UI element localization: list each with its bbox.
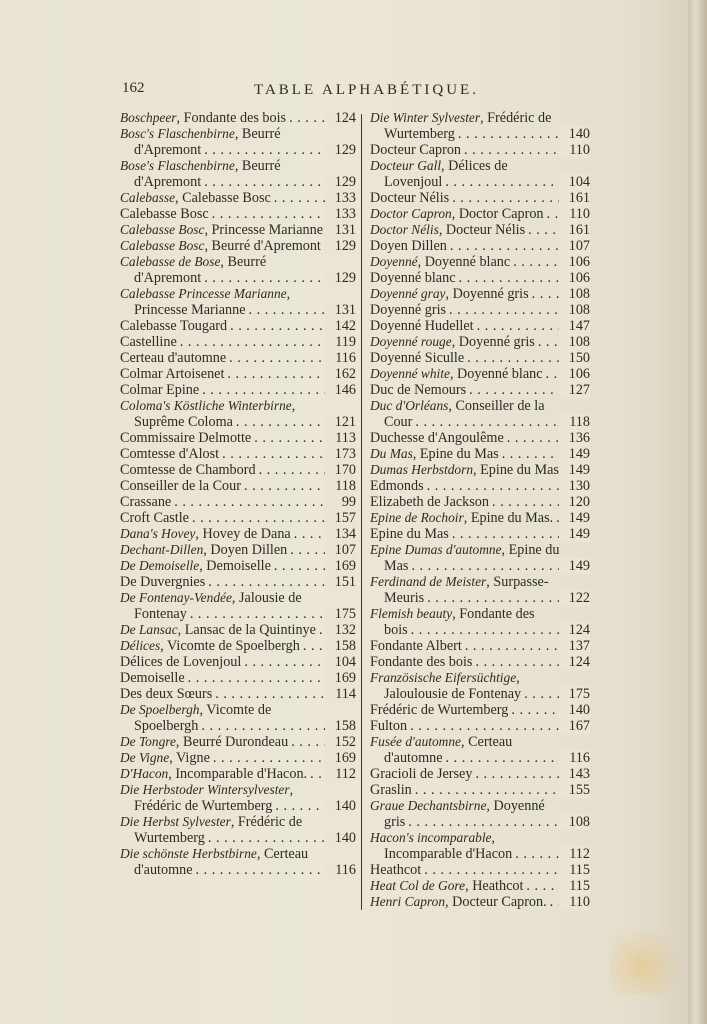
running-head: TABLE ALPHABÉTIQUE. [254, 82, 479, 98]
entry-synonym: Flemish beauty [370, 606, 453, 621]
entry-page-number: 134 [325, 526, 356, 542]
entry-page-number: 131 [325, 302, 356, 318]
entry-name: , Vicomte de Spoelbergh [134, 702, 272, 734]
entry-synonym: Docteur Gall [370, 158, 442, 173]
index-entry [370, 238, 590, 254]
entry-page-number: 108 [559, 286, 590, 302]
index-entry [120, 318, 356, 334]
entry-name: Calebasse Tougard [120, 318, 228, 334]
entry-synonym: Doyenné white [370, 366, 450, 381]
entry-name: , Certeau d'automne [384, 734, 513, 766]
entry-synonym: Dumas Herbstdorn [370, 462, 474, 477]
index-entry [120, 686, 356, 702]
entry-name: Colmar Artoisenet [120, 366, 225, 382]
entry-page-number: 173 [325, 446, 356, 462]
entry-name: , Doctor Capron [451, 206, 544, 222]
entry-synonym: De Tongre [120, 734, 176, 749]
entry-page-number: 108 [559, 334, 590, 350]
index-entry [370, 830, 590, 862]
entry-synonym: Calebasse Princesse Marianne [120, 286, 287, 301]
entry-page-number: 122 [559, 590, 590, 606]
entry-page-number: 137 [559, 638, 590, 654]
entry-name: Des deux Sœurs [120, 686, 213, 702]
entry-page-number: 112 [325, 766, 356, 782]
entry-page-number: 131 [325, 222, 356, 238]
entry-name: Colmar Epine [120, 382, 200, 398]
index-entry [120, 286, 356, 318]
entry-page-number: 175 [559, 686, 590, 702]
entry-page-number: 114 [325, 686, 356, 702]
entry-name: , Epine du Mas [412, 446, 499, 462]
entry-name: , Beurré d'Apremont [134, 126, 281, 158]
entry-page-number: 99 [325, 494, 356, 510]
entry-name: , Vigne [169, 750, 210, 766]
index-entry [120, 846, 356, 878]
entry-synonym: Boschpeer [120, 110, 177, 125]
index-entry [370, 318, 590, 334]
index-entry [370, 430, 590, 446]
index-entry [370, 446, 590, 462]
entry-name: Demoiselle [120, 670, 185, 686]
index-entry [370, 606, 590, 638]
entry-name: , Jaloulousie de Fontenay [384, 670, 522, 702]
entry-name: , Doyenné gris [445, 286, 529, 302]
index-entry [120, 638, 356, 654]
index-entry [120, 366, 356, 382]
entry-name: , Beurré Durondeau [175, 734, 289, 750]
entry-name: , Demoiselle [199, 558, 271, 574]
entry-name: Comtesse d'Alost [120, 446, 220, 462]
entry-page-number: 108 [559, 814, 590, 830]
index-entry [120, 206, 356, 222]
entry-page-number: 140 [325, 830, 356, 846]
entry-name: , Frédéric de Wurtemberg [134, 782, 294, 814]
entry-page-number: 118 [325, 478, 356, 494]
entry-page-number: 169 [325, 670, 356, 686]
entry-page-number: 157 [325, 510, 356, 526]
entry-page-number: 129 [325, 142, 356, 158]
entry-name: Commissaire Delmotte [120, 430, 252, 446]
entry-page-number: 129 [325, 238, 356, 254]
index-entry [370, 862, 590, 878]
entry-name: Duchesse d'Angoulême [370, 430, 504, 446]
entry-name: , Hovey de Dana [195, 526, 291, 542]
index-entry [120, 430, 356, 446]
entry-name: , Princesse Marianne [204, 222, 324, 238]
entry-page-number: 149 [559, 446, 590, 462]
index-entry [120, 766, 356, 782]
index-entry [370, 494, 590, 510]
index-entry [370, 510, 590, 526]
entry-name: , Epine du Mas [473, 462, 559, 478]
index-entry [120, 222, 356, 238]
entry-name: , Beurré d'Apremont [204, 238, 321, 254]
index-entry [120, 494, 356, 510]
entry-name: Duc de Nemours [370, 382, 467, 398]
index-entry [370, 526, 590, 542]
entry-name: , Frédéric de Wurtemberg [134, 814, 303, 846]
index-entry [120, 126, 356, 158]
index-entry [120, 238, 356, 254]
entry-name: Délices de Lovenjoul [120, 654, 242, 670]
entry-name: , Certeau d'automne [134, 846, 309, 878]
entry-page-number: 107 [325, 542, 356, 558]
entry-synonym: Bose's Flaschenbirne [120, 158, 235, 173]
entry-name: Fondante des bois [370, 654, 473, 670]
entry-name: Epine du Mas [370, 526, 449, 542]
entry-name: Heathcot [370, 862, 422, 878]
entry-synonym: Du Mas [370, 446, 413, 461]
entry-page-number: 147 [559, 318, 590, 334]
entry-synonym: Calebasse Bosc [120, 238, 205, 253]
entry-page-number: 124 [559, 654, 590, 670]
index-entry [370, 334, 590, 350]
entry-name: , Doyen Dillen [203, 542, 288, 558]
entry-page-number: 121 [325, 414, 356, 430]
index-entry [370, 702, 590, 718]
entry-page-number: 129 [325, 174, 356, 190]
entry-name: Conseiller de la Cour [120, 478, 241, 494]
entry-page-number: 143 [559, 766, 590, 782]
index-entry [370, 286, 590, 302]
entry-page-number: 107 [559, 238, 590, 254]
index-entry [370, 766, 590, 782]
index-entry [120, 526, 356, 542]
index-entry [120, 574, 356, 590]
entry-page-number: 150 [559, 350, 590, 366]
entry-name: Docteur Nélis [370, 190, 450, 206]
entry-page-number: 175 [325, 606, 356, 622]
entry-synonym: Doctor Capron [370, 206, 452, 221]
entry-page-number: 142 [325, 318, 356, 334]
index-entry [120, 590, 356, 622]
entry-page-number: 132 [325, 622, 356, 638]
entry-name: Doyenné Hudellet [370, 318, 474, 334]
entry-page-number: 124 [559, 622, 590, 638]
entry-synonym: Délices [120, 638, 161, 653]
paper-stain [610, 925, 690, 995]
entry-page-number: 110 [559, 142, 590, 158]
entry-page-number: 130 [559, 478, 590, 494]
index-entry [370, 670, 590, 702]
entry-name: , Fondante des bois [176, 110, 287, 126]
entry-name: Graslin [370, 782, 412, 798]
index-entry [370, 350, 590, 366]
entry-page-number: 133 [325, 190, 356, 206]
index-entry [120, 478, 356, 494]
entry-name: Doyenné gris [370, 302, 447, 318]
entry-page-number: 110 [559, 206, 590, 222]
index-entry [120, 510, 356, 526]
entry-page-number: 149 [559, 526, 590, 542]
entry-synonym: Doyenné rouge [370, 334, 452, 349]
entry-name: , Frédéric de Wurtemberg [384, 110, 552, 142]
entry-page-number: 108 [559, 302, 590, 318]
entry-name: Certeau d'automne [120, 350, 227, 366]
entry-name: Castelline [120, 334, 177, 350]
entry-name: , Doyenné blanc [417, 254, 511, 270]
entry-name: Gracioli de Jersey [370, 766, 473, 782]
entry-page-number: 113 [325, 430, 356, 446]
entry-name: , Incomparable d'Hacon. [168, 766, 308, 782]
entry-page-number: 136 [559, 430, 590, 446]
entry-synonym: Die Herbstoder Wintersylvester [120, 782, 290, 797]
entry-page-number: 104 [325, 654, 356, 670]
entry-name: , Délices de Lovenjoul [384, 158, 508, 190]
index-entry [370, 878, 590, 894]
entry-page-number: 140 [559, 126, 590, 142]
entry-name: , Surpasse-Meuris [384, 574, 549, 606]
entry-page-number: 158 [325, 718, 356, 734]
entry-page-number: 112 [559, 846, 590, 862]
entry-name: Edmonds [370, 478, 424, 494]
entry-page-number: 151 [325, 574, 356, 590]
entry-name: De Duvergnies [120, 574, 206, 590]
entry-page-number: 146 [325, 382, 356, 398]
entry-synonym: Die Herbst Sylvester [120, 814, 231, 829]
index-entry [120, 110, 356, 126]
entry-synonym: Duc d'Orléans [370, 398, 449, 413]
index-entry [120, 734, 356, 750]
index-entry [370, 110, 590, 142]
index-entry [120, 814, 356, 846]
entry-page-number: 106 [559, 270, 590, 286]
entry-synonym: De Lansac [120, 622, 178, 637]
entry-name: , Docteur Capron. [445, 894, 547, 910]
entry-synonym: Epine de Rochoir [370, 510, 464, 525]
entry-page-number: 161 [559, 190, 590, 206]
entry-synonym: Bosc's Flaschenbirne [120, 126, 235, 141]
entry-name: Calebasse Bosc [120, 206, 209, 222]
index-entry [120, 542, 356, 558]
entry-page-number: 167 [559, 718, 590, 734]
entry-synonym: Dana's Hovey [120, 526, 196, 541]
entry-synonym: Coloma's Köstliche Winterbirne [120, 398, 292, 413]
index-entry [370, 718, 590, 734]
entry-name: Frédéric de Wurtemberg [370, 702, 509, 718]
index-entry [370, 158, 590, 190]
entry-page-number: 106 [559, 366, 590, 382]
entry-synonym: Ferdinand de Meister [370, 574, 487, 589]
index-entry [370, 206, 590, 222]
entry-name: , Princesse Marianne [134, 286, 291, 318]
entry-page-number: 119 [325, 334, 356, 350]
index-entry [370, 734, 590, 766]
index-entry [120, 190, 356, 206]
entry-name: , Lansac de la Quintinye [177, 622, 316, 638]
entry-page-number: 115 [559, 878, 590, 894]
entry-page-number: 116 [325, 862, 356, 878]
entry-name: , Epine du Mas [384, 542, 560, 574]
index-entry [120, 158, 356, 190]
index-entry [120, 750, 356, 766]
entry-page-number: 118 [559, 414, 590, 430]
entry-name: , Heathcot [465, 878, 524, 894]
entry-name: , Doyenné gris [384, 798, 545, 830]
entry-page-number: 169 [325, 558, 356, 574]
index-entry [120, 702, 356, 734]
index-entry [370, 254, 590, 270]
entry-page-number: 116 [559, 750, 590, 766]
entry-page-number: 162 [325, 366, 356, 382]
index-entry [120, 398, 356, 430]
entry-name: , Beurré d'Apremont [134, 254, 267, 286]
entry-name: , Epine du Mas. [463, 510, 554, 526]
entry-synonym: Hacon's incomparable [370, 830, 492, 845]
index-entry [370, 190, 590, 206]
entry-page-number: 149 [559, 558, 590, 574]
entry-synonym: Doyenné [370, 254, 418, 269]
page-edge [688, 0, 707, 1024]
index-entry [120, 334, 356, 350]
entry-name: , Vicomte de Spoelbergh [160, 638, 300, 654]
entry-name: Doyen Dillen [370, 238, 447, 254]
index-entry [370, 366, 590, 382]
entry-synonym: Graue Dechantsbirne [370, 798, 487, 813]
page-header [122, 80, 592, 102]
entry-synonym: Calebasse [120, 190, 176, 205]
entry-name: Doyenné blanc [370, 270, 456, 286]
entry-page-number: 149 [559, 510, 590, 526]
entry-name: Doyenné Siculle [370, 350, 465, 366]
entry-synonym: Doctor Nélis [370, 222, 439, 237]
entry-name: , Calebasse Bosc [175, 190, 271, 206]
entry-synonym: Die Winter Sylvester [370, 110, 481, 125]
entry-page-number: 106 [559, 254, 590, 270]
index-entry [120, 462, 356, 478]
entry-page-number: 155 [559, 782, 590, 798]
entry-name: , Fondante des bois [384, 606, 535, 638]
entry-page-number: 140 [325, 798, 356, 814]
entry-page-number: 152 [325, 734, 356, 750]
index-entry [120, 446, 356, 462]
entry-name: , Doyenné blanc [449, 366, 543, 382]
column-divider [361, 114, 362, 910]
entry-page-number: 129 [325, 270, 356, 286]
entry-page-number: 104 [559, 174, 590, 190]
entry-name: Fulton [370, 718, 408, 734]
index-entry [370, 638, 590, 654]
entry-synonym: Dechant-Dillen [120, 542, 204, 557]
index-entry [120, 382, 356, 398]
entry-name: , Incomparable d'Hacon [384, 830, 513, 862]
entry-page-number: 169 [325, 750, 356, 766]
entry-name: Crassane [120, 494, 172, 510]
entry-synonym: Die schönste Herbstbirne [120, 846, 257, 861]
index-entry [120, 254, 356, 286]
index-entry [370, 574, 590, 606]
entry-name: , Doyenné gris [451, 334, 535, 350]
entry-name: Croft Castle [120, 510, 189, 526]
entry-synonym: Französische Eifersüchtige [370, 670, 517, 685]
entry-page-number: 158 [325, 638, 356, 654]
entry-name: , Suprême Coloma [134, 398, 296, 430]
index-entry [370, 382, 590, 398]
page-number: 162 [122, 80, 145, 96]
index-entry [370, 398, 590, 430]
index-entry [370, 782, 590, 798]
entry-synonym: Henri Capron [370, 894, 446, 909]
entry-page-number: 161 [559, 222, 590, 238]
index-entry [370, 270, 590, 286]
entry-synonym: Calebasse de Bose [120, 254, 221, 269]
entry-synonym: Doyenné gray [370, 286, 446, 301]
entry-synonym: Epine Dumas d'automne [370, 542, 502, 557]
index-entry [120, 558, 356, 574]
entry-name: , Beurré d'Apremont [134, 158, 281, 190]
entry-name: Comtesse de Chambord [120, 462, 256, 478]
index-entry [120, 670, 356, 686]
entry-synonym: Fusée d'automne [370, 734, 461, 749]
index-entry [120, 654, 356, 670]
entry-synonym: De Spoelbergh [120, 702, 200, 717]
entry-page-number: 115 [559, 862, 590, 878]
index-entry [370, 462, 590, 478]
entry-synonym: De Demoiselle [120, 558, 200, 573]
index-entry [370, 542, 590, 574]
index-entry [120, 622, 356, 638]
entry-synonym: D'Hacon [120, 766, 169, 781]
index-entry [370, 478, 590, 494]
entry-synonym: Heat Col de Gore [370, 878, 466, 893]
entry-synonym: De Vigne [120, 750, 170, 765]
index-entry [370, 798, 590, 830]
entry-page-number: 120 [559, 494, 590, 510]
index-entry [370, 302, 590, 318]
entry-synonym: De Fontenay-Vendée [120, 590, 232, 605]
index-entry [120, 782, 356, 814]
index-entry [370, 894, 590, 910]
entry-page-number: 170 [325, 462, 356, 478]
entry-page-number: 110 [559, 894, 590, 910]
entry-page-number: 140 [559, 702, 590, 718]
entry-page-number: 124 [325, 110, 356, 126]
entry-name: Docteur Capron [370, 142, 462, 158]
entry-page-number: 133 [325, 206, 356, 222]
entry-name: , Jalousie de Fontenay [134, 590, 302, 622]
entry-name: , Docteur Nélis [438, 222, 526, 238]
index-entry [370, 142, 590, 158]
entry-synonym: Calebasse Bosc [120, 222, 205, 237]
index-column-left [120, 110, 356, 878]
index-entry [370, 654, 590, 670]
index-entry [120, 350, 356, 366]
entry-name: Fondante Albert [370, 638, 462, 654]
entry-name: , Conseiller de la Cour [384, 398, 545, 430]
index-entry [370, 222, 590, 238]
entry-name: Elizabeth de Jackson [370, 494, 489, 510]
entry-page-number: 127 [559, 382, 590, 398]
entry-page-number: 149 [559, 462, 590, 478]
entry-page-number: 116 [325, 350, 356, 366]
index-column-right [370, 110, 590, 910]
